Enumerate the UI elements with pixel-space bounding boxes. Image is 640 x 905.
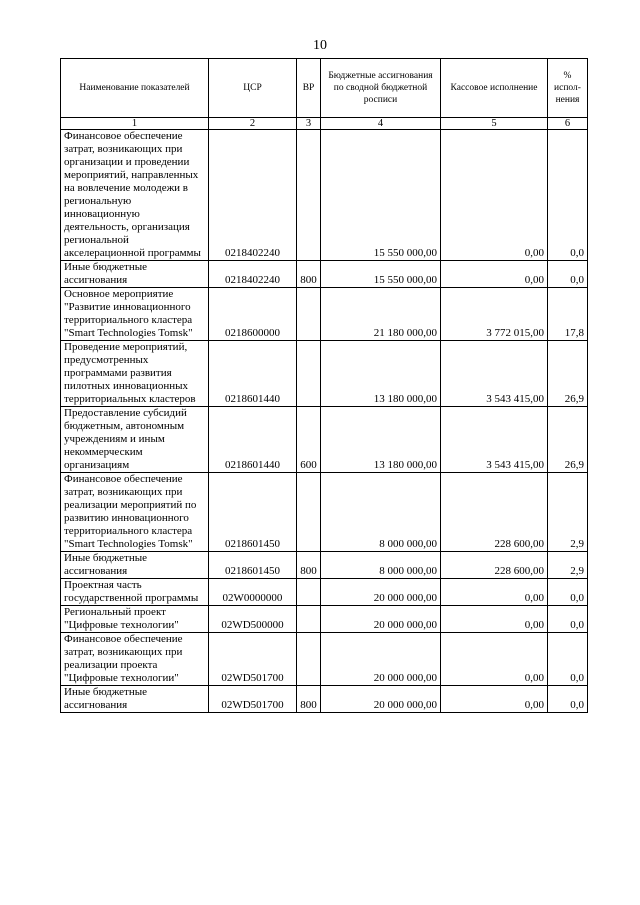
- cash-execution: 228 600,00: [441, 552, 548, 579]
- budget-allocation: 13 180 000,00: [321, 407, 441, 473]
- vr-code: 600: [297, 407, 321, 473]
- indicator-name: Финансовое обеспечение затрат, возникающих при реализации мероприятий по развитию инновационного территориального кластера "Smart Technologies Tomsk": [61, 473, 209, 552]
- indicator-name: Финансовое обеспечение затрат, возникающих при реализации проекта "Цифровые технологии": [61, 633, 209, 686]
- column-number: 6: [548, 118, 588, 130]
- budget-allocation: 20 000 000,00: [321, 606, 441, 633]
- vr-code: [297, 606, 321, 633]
- csr-code: 0218402240: [209, 261, 297, 288]
- vr-code: [297, 288, 321, 341]
- page-number: 10: [313, 38, 327, 53]
- execution-percent: 2,9: [548, 552, 588, 579]
- header-vr: ВР: [297, 59, 321, 118]
- column-number: 2: [209, 118, 297, 130]
- execution-percent: 2,9: [548, 473, 588, 552]
- table-row: [61, 473, 588, 552]
- budget-allocation: 15 550 000,00: [321, 130, 441, 261]
- indicator-name: Иные бюджетные ассигнования: [61, 552, 209, 579]
- budget-allocation: 20 000 000,00: [321, 686, 441, 713]
- indicator-name: Региональный проект "Цифровые технологии": [61, 606, 209, 633]
- table-row: [61, 341, 588, 407]
- execution-percent: 0,0: [548, 130, 588, 261]
- csr-code: 0218601440: [209, 341, 297, 407]
- indicator-name: Проектная часть государственной программы: [61, 579, 209, 606]
- budget-allocation: 8 000 000,00: [321, 473, 441, 552]
- vr-code: [297, 633, 321, 686]
- csr-code: 0218601440: [209, 407, 297, 473]
- header-cash: Кассовое исполнение: [441, 59, 548, 118]
- table-row: [61, 686, 588, 713]
- cash-execution: 3 543 415,00: [441, 341, 548, 407]
- execution-percent: 0,0: [548, 261, 588, 288]
- header-row: [61, 59, 588, 118]
- table-row: [61, 288, 588, 341]
- cash-execution: 0,00: [441, 130, 548, 261]
- vr-code: [297, 341, 321, 407]
- execution-percent: 0,0: [548, 633, 588, 686]
- budget-allocation: 20 000 000,00: [321, 579, 441, 606]
- cash-execution: 0,00: [441, 261, 548, 288]
- column-number: 1: [61, 118, 209, 130]
- execution-percent: 0,0: [548, 579, 588, 606]
- header-csr: ЦСР: [209, 59, 297, 118]
- column-number: 5: [441, 118, 548, 130]
- table-row: [61, 633, 588, 686]
- indicator-name: Основное мероприятие "Развитие инновационного территориального кластера "Smart Technologies Tomsk": [61, 288, 209, 341]
- execution-percent: 17,8: [548, 288, 588, 341]
- budget-allocation: 21 180 000,00: [321, 288, 441, 341]
- cash-execution: 3 772 015,00: [441, 288, 548, 341]
- budget-allocation: 8 000 000,00: [321, 552, 441, 579]
- execution-percent: 26,9: [548, 407, 588, 473]
- cash-execution: 228 600,00: [441, 473, 548, 552]
- csr-code: 0218402240: [209, 130, 297, 261]
- vr-code: [297, 579, 321, 606]
- budget-allocation: 13 180 000,00: [321, 341, 441, 407]
- indicator-name: Иные бюджетные ассигнования: [61, 686, 209, 713]
- indicator-name: Проведение мероприятий, предусмотренных программами развития пилотных инновационных территориальных кластеров: [61, 341, 209, 407]
- table-row: [61, 407, 588, 473]
- csr-code: 02WD501700: [209, 633, 297, 686]
- header-budget: Бюджетные ассигнования по сводной бюджетной росписи: [321, 59, 441, 118]
- cash-execution: 3 543 415,00: [441, 407, 548, 473]
- cash-execution: 0,00: [441, 606, 548, 633]
- vr-code: 800: [297, 686, 321, 713]
- execution-percent: 26,9: [548, 341, 588, 407]
- cash-execution: 0,00: [441, 686, 548, 713]
- header-percent: % испол- нения: [548, 59, 588, 118]
- budget-execution-table: [60, 58, 588, 713]
- indicator-name: Финансовое обеспечение затрат, возникающих при организации и проведении мероприятий, направленных на вовлечение молодежи в региональную инновационную деятельность, организация региональной акселерационной программы: [61, 130, 209, 261]
- csr-code: 02WD501700: [209, 686, 297, 713]
- indicator-name: Иные бюджетные ассигнования: [61, 261, 209, 288]
- table-row: [61, 552, 588, 579]
- csr-code: 02WD500000: [209, 606, 297, 633]
- csr-code: 0218601450: [209, 552, 297, 579]
- table-row: [61, 579, 588, 606]
- execution-percent: 0,0: [548, 606, 588, 633]
- cash-execution: 0,00: [441, 633, 548, 686]
- header-name: Наименование показателей: [61, 59, 209, 118]
- cash-execution: 0,00: [441, 579, 548, 606]
- vr-code: 800: [297, 552, 321, 579]
- vr-code: [297, 473, 321, 552]
- budget-allocation: 20 000 000,00: [321, 633, 441, 686]
- table-row: [61, 261, 588, 288]
- csr-code: 0218600000: [209, 288, 297, 341]
- indicator-name: Предоставление субсидий бюджетным, автономным учреждениям и иным некоммерческим организациям: [61, 407, 209, 473]
- csr-code: 0218601450: [209, 473, 297, 552]
- csr-code: 02W0000000: [209, 579, 297, 606]
- column-number-row: [61, 118, 588, 130]
- vr-code: [297, 130, 321, 261]
- table-row: [61, 130, 588, 261]
- vr-code: 800: [297, 261, 321, 288]
- column-number: 4: [321, 118, 441, 130]
- budget-allocation: 15 550 000,00: [321, 261, 441, 288]
- table-row: [61, 606, 588, 633]
- execution-percent: 0,0: [548, 686, 588, 713]
- column-number: 3: [297, 118, 321, 130]
